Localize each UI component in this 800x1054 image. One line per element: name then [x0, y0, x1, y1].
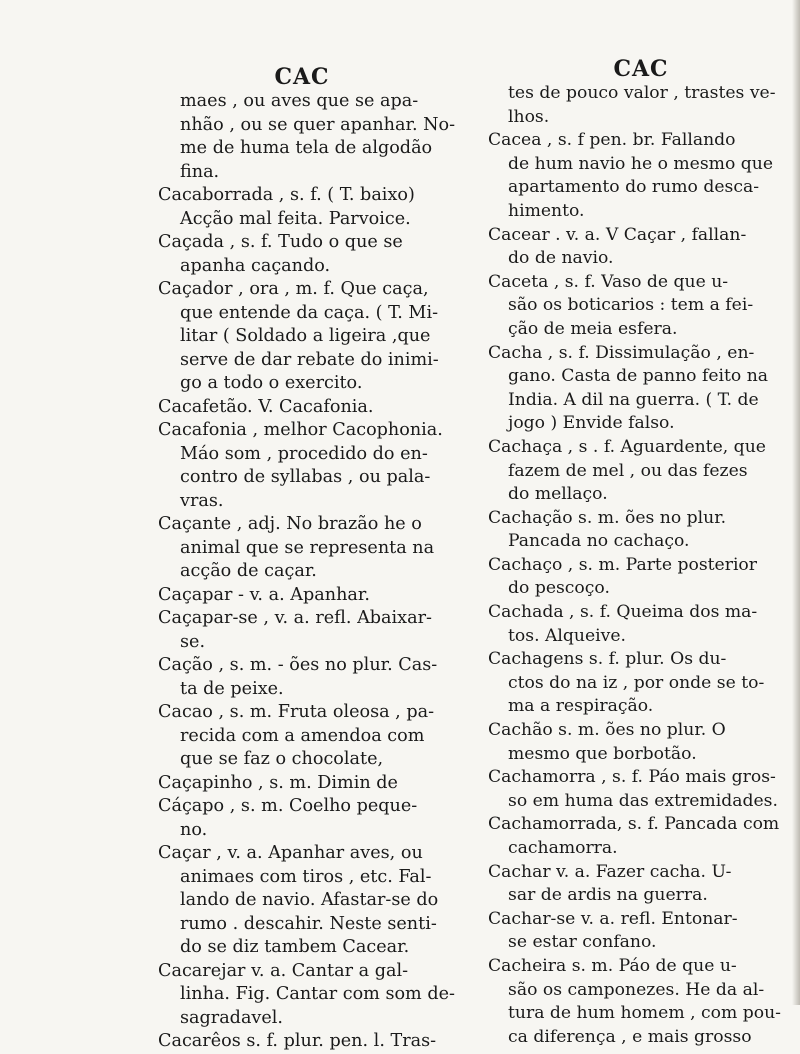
text-line: Cachar-se v. a. refl. Entonar-	[488, 908, 738, 929]
text-line: Acção mal feita. Parvoice.	[180, 208, 411, 229]
right-column	[488, 56, 794, 1049]
text-line: ção de meia esfera.	[508, 318, 678, 339]
text-line: tes de pouco valor , trastes ve-	[508, 83, 776, 103]
text-line: Caçapar-se , v. a. refl. Abaixar-	[158, 608, 432, 628]
text-line: que se faz o chocolate,	[180, 749, 384, 769]
text-line: Cacarejar v. a. Cantar a gal-	[158, 960, 409, 981]
text-line: Cachada , s. f. Queima dos ma-	[488, 602, 758, 623]
text-line: Cachação s. m. ões no plur.	[488, 507, 727, 528]
text-line: do se diz tambem Cacear.	[180, 937, 410, 957]
text-line: Cacafetão. V. Cacafonia.	[158, 396, 374, 417]
text-line: tura de hum homem , com pou-	[508, 1003, 781, 1024]
text-line: de hum navio he o mesmo que	[508, 153, 774, 174]
text-line: Cacha , s. f. Dissimulação , en-	[488, 342, 755, 363]
text-line: ctos do na iz , por onde se to-	[508, 672, 765, 693]
text-line: Cacear . v. a. V Caçar , fallan-	[488, 224, 747, 245]
text-line: Caçante , adj. No brazão he o	[158, 514, 422, 534]
text-line: Cachamorrada, s. f. Pancada com	[488, 814, 780, 835]
left-running-header: CAC	[274, 64, 330, 90]
text-line: ca diferença , e mais grosso	[508, 1026, 752, 1047]
text-line: animal que se representa na	[180, 537, 435, 558]
text-line: Cachamorra , s. f. Páo mais gros-	[488, 767, 776, 788]
text-line: Máo som , procedido do en-	[180, 443, 428, 464]
text-line: são os camponezes. He da al-	[508, 979, 765, 1000]
text-line: Cacea , s. f pen. br. Fallando	[488, 130, 736, 151]
text-line: Caçapinho , s. m. Dimin de	[158, 772, 398, 793]
text-line: fazem de mel , ou das fezes	[508, 460, 748, 481]
text-line: mesmo que borbotão.	[508, 743, 697, 764]
right-running-header: CAC	[613, 56, 669, 82]
text-line: Cacarêos s. f. plur. pen. l. Tras-	[158, 1031, 437, 1051]
text-line: se.	[180, 631, 206, 652]
text-line: Caceta , s. f. Vaso de que u-	[488, 271, 729, 292]
text-line: rumo . descahir. Neste senti-	[180, 913, 437, 934]
text-line: gano. Casta de panno feito na	[508, 366, 769, 387]
text-line: tos. Alqueive.	[508, 625, 626, 646]
text-line: go a todo o exercito.	[180, 373, 363, 393]
text-line: do pescoço.	[508, 578, 610, 599]
left-column-text	[158, 90, 476, 1054]
text-line: Cachaça , s . f. Aguardente, que	[488, 436, 766, 457]
text-line: linha. Fig. Cantar com som de-	[180, 984, 455, 1004]
text-line: se estar confano.	[508, 932, 657, 953]
text-line: Caçada , s. f. Tudo o que se	[158, 232, 403, 252]
text-line: recida com a amendoa com	[180, 725, 425, 746]
text-line: no.	[180, 819, 208, 840]
text-line: Cacheira s. m. Páo de que u-	[488, 955, 737, 976]
text-line: que entende da caça. ( T. Mi-	[180, 302, 439, 323]
text-line: Caçapar - v. a. Apanhar.	[158, 584, 370, 605]
right-column-text	[488, 82, 794, 1049]
text-line: sar de ardis na guerra.	[508, 885, 708, 906]
text-line: Caçador , ora , m. f. Que caça,	[158, 279, 429, 299]
text-line: do de navio.	[508, 248, 614, 269]
text-line: maes , ou aves que se apa-	[180, 91, 419, 111]
text-line: apanha caçando.	[180, 255, 331, 276]
text-line: sagradavel.	[180, 1007, 284, 1028]
text-line: são os boticarios : tem a fei-	[508, 295, 754, 316]
text-line: Cachão s. m. ões no plur. O	[488, 720, 726, 741]
text-line: vras.	[180, 490, 224, 511]
text-line: jogo ) Envide falso.	[508, 413, 675, 434]
text-line: Cachar v. a. Fazer cacha. U-	[488, 861, 732, 882]
text-line: ma a respiração.	[508, 696, 654, 717]
text-line: fina.	[180, 161, 220, 182]
text-line: Cáçapo , s. m. Coelho peque-	[158, 796, 418, 816]
text-line: litar ( Soldado a ligeira ,que	[180, 326, 431, 346]
text-line: himento.	[508, 200, 585, 221]
text-line: India. A dil na guerra. ( T. de	[508, 389, 759, 410]
text-line: Cacafonia , melhor Cacophonia.	[158, 420, 443, 440]
text-line: contro de syllabas , ou pala-	[180, 467, 431, 487]
text-line: serve de dar rebate do inimi-	[180, 349, 439, 370]
text-line: do mellaço.	[508, 484, 608, 505]
text-line: ta de peixe.	[180, 678, 284, 699]
text-line: me de huma tela de algodão	[180, 138, 433, 158]
text-line: Caçar , v. a. Apanhar aves, ou	[158, 843, 423, 863]
text-line: nhão , ou se quer apanhar. No-	[180, 114, 456, 135]
text-line: Cachaço , s. m. Parte posterior	[488, 554, 757, 575]
text-line: acção de caçar.	[180, 561, 317, 581]
text-line: Cacao , s. m. Fruta oleosa , pa-	[158, 702, 435, 722]
text-line: animaes com tiros , etc. Fal-	[180, 866, 432, 887]
left-column	[158, 64, 476, 1054]
text-line: Cacaborrada , s. f. ( T. baixo)	[158, 185, 415, 205]
text-line: Cachagens s. f. plur. Os du-	[488, 649, 727, 670]
text-line: cachamorra.	[508, 838, 618, 858]
text-line: lhos.	[508, 106, 550, 127]
text-line: Pancada no cachaço.	[508, 531, 690, 552]
text-line: Cação , s. m. - ões no plur. Cas-	[158, 655, 438, 675]
text-line: lando de navio. Afastar-se do	[180, 890, 439, 910]
text-line: so em huma das extremidades.	[508, 790, 778, 811]
text-line: apartamento do rumo desca-	[508, 177, 760, 198]
